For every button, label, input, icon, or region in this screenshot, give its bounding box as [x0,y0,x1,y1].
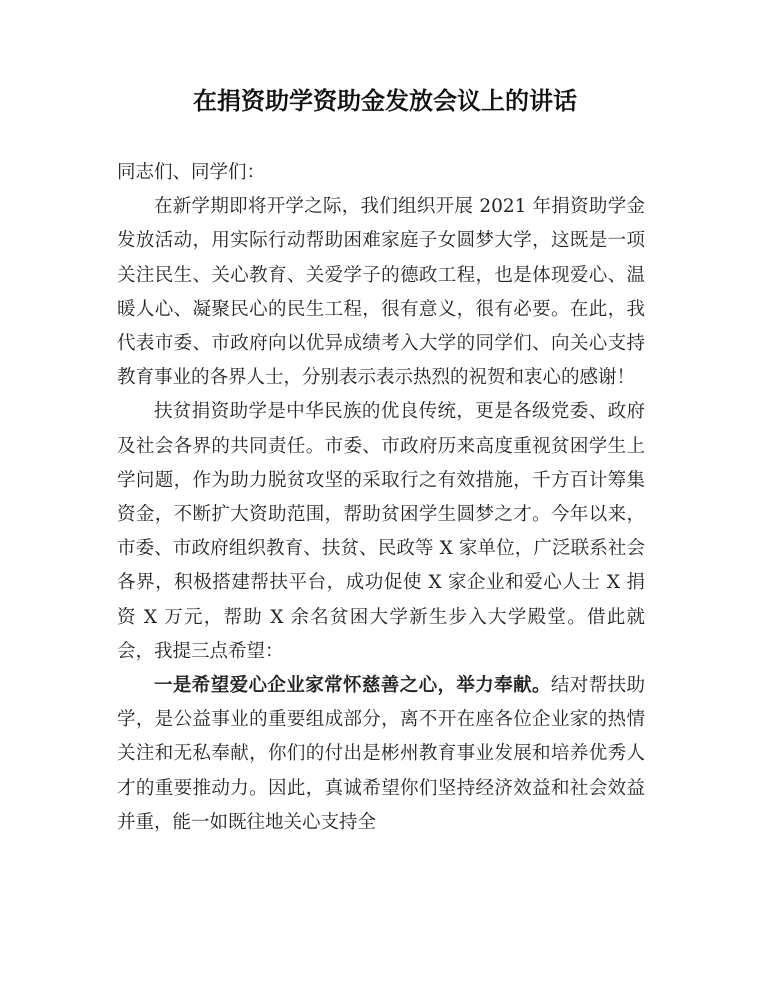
document-title: 在捐资助学资助金发放会议上的讲话 [193,87,577,115]
paragraph-1: 在新学期即将开学之际，我们组织开展 2021 年捐资助学金发放活动，用实际行动帮助困难家庭子女圆梦大学，这既是一项关注民生、关心教育、关爱学子的德政工程，也是体现爱心、温暖人心、凝聚民心的民生工程，很有意义，很有必要。在此，我代表市委、市政府向以优异成绩考入大学的同学们、向关心支持教育事业的各界人士，分别表示表示热烈的祝贺和衷心的感谢！ [117,196,645,389]
paragraph-3 [117,669,645,840]
paragraph-2: 扶贫捐资助学是中华民族的优良传统，更是各级党委、政府及社会各界的共同责任。市委、市政府历来高度重视贫困学生上学问题，作为助力脱贫攻坚的采取行之有效措施，千方百计筹集资金，不断扩大资助范围，帮助贫困学生圆梦之才。今年以来，市委、市政府组织教育、扶贫、民政等 X 家单位，广泛联系社会各界，积极搭建帮扶平台，成功促使 X 家企业和爱心人士 X 捐资 X 万元，帮助 X 余名贫困大学新生步入大学殿堂。借此就会，我提三点希望： [117,401,645,662]
document-body [117,156,645,840]
paragraph-3-lead: 一是希望爱心企业家常怀慈善之心，举力奉献。 [154,675,551,697]
salutation: 同志们、同学们： [117,162,266,183]
paragraph-3-text: 结对帮扶助学，是公益事业的重要组成部分，离不开在座各位企业家的热情关注和无私奉献，你们的付出是彬州教育事业发展和培养优秀人才的重要推动力。因此，真诚希望你们坚持经济效益和社会效益并重，能一如既往地关心支持全 [117,675,645,833]
